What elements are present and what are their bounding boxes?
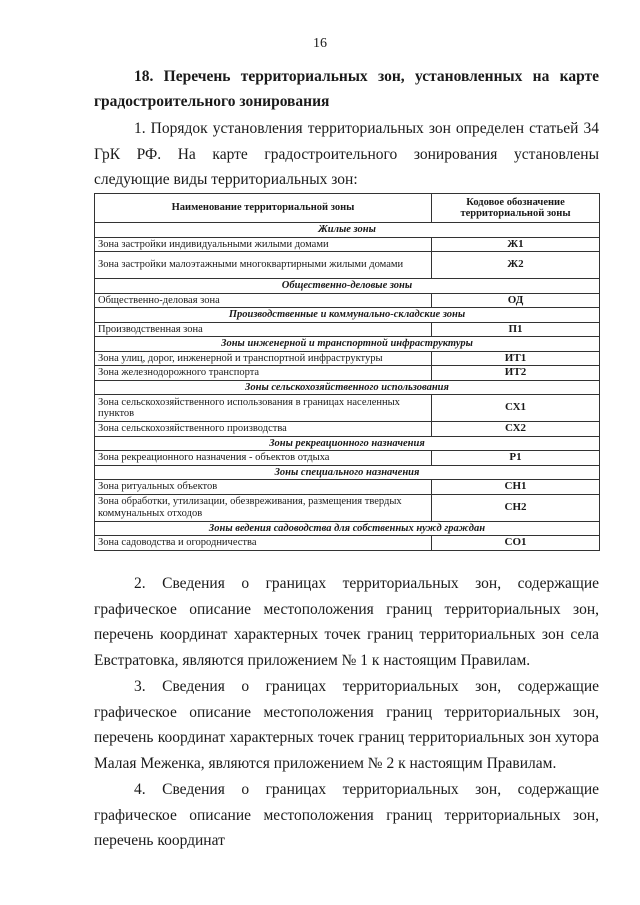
zone-code: ИТ2 <box>432 366 600 381</box>
table-row <box>95 494 600 521</box>
zone-code: П1 <box>432 322 600 337</box>
group-title: Зоны специального назначения <box>95 465 600 480</box>
group-title: Зоны ведения садоводства для собственных нужд граждан <box>95 521 600 536</box>
zone-name: Зона ритуальных объектов <box>95 480 432 495</box>
group-row <box>95 465 600 480</box>
header-zone-name: Наименование территориальной зоны <box>95 194 432 223</box>
table-row <box>95 395 600 422</box>
group-title: Общественно-деловые зоны <box>95 279 600 294</box>
zone-name: Зона рекреационного назначения - объектов отдыха <box>95 451 432 466</box>
zone-code: Ж1 <box>432 237 600 252</box>
zone-name: Зона улиц, дорог, инженерной и транспортной инфраструктуры <box>95 351 432 366</box>
table-row <box>95 480 600 495</box>
group-title: Зоны рекреационного назначения <box>95 436 600 451</box>
group-row <box>95 436 600 451</box>
table-row <box>95 293 600 308</box>
zone-name: Зона сельскохозяйственного использования в границах населенных пунктов <box>95 395 432 422</box>
zone-code: СХ1 <box>432 395 600 422</box>
table-row <box>95 252 600 279</box>
group-row <box>95 279 600 294</box>
page-number: 16 <box>313 36 327 51</box>
group-row <box>95 337 600 352</box>
table-row <box>95 422 600 437</box>
zone-code: Р1 <box>432 451 600 466</box>
header-zone-code: Кодовое обозначение территориальной зоны <box>432 194 600 223</box>
group-title: Зоны сельскохозяйственного использования <box>95 380 600 395</box>
table-row <box>95 536 600 551</box>
zone-code: Ж2 <box>432 252 600 279</box>
table-row <box>95 366 600 381</box>
zones-table <box>94 193 600 551</box>
zone-code: ИТ1 <box>432 351 600 366</box>
zone-code: СН2 <box>432 494 600 521</box>
paragraph-1: 1. Порядок установления территориальных зон определен статьей 34 ГрК РФ. На карте градостроительного зонирования установлены следующие виды территориальных зон: <box>94 120 599 188</box>
group-title: Производственные и коммунально-складские зоны <box>95 308 600 323</box>
zone-code: СО1 <box>432 536 600 551</box>
zone-code: ОД <box>432 293 600 308</box>
zone-name: Общественно-деловая зона <box>95 293 432 308</box>
group-row <box>95 223 600 238</box>
group-row <box>95 521 600 536</box>
section-heading: 18. Перечень территориальных зон, установленных на карте градостроительного зонирования <box>94 68 599 110</box>
zone-name: Зона застройки индивидуальными жилыми домами <box>95 237 432 252</box>
zone-name: Зона садоводства и огородничества <box>95 536 432 551</box>
group-row <box>95 380 600 395</box>
zone-name: Производственная зона <box>95 322 432 337</box>
table-row <box>95 351 600 366</box>
paragraph-3: 3. Сведения о границах территориальных зон, содержащие графическое описание местоположения границ территориальных зон, перечень координат характерных точек границ территориальных зон хутора Малая Меженка, являются приложением № 2 к настоящим Правилам. <box>94 678 599 772</box>
group-row <box>95 308 600 323</box>
table-row <box>95 451 600 466</box>
paragraph-4: 4. Сведения о границах территориальных зон, содержащие графическое описание местоположения границ территориальных зон, перечень координат <box>94 781 599 849</box>
zone-name: Зона железнодорожного транспорта <box>95 366 432 381</box>
zone-name: Зона застройки малоэтажными многоквартирными жилыми домами <box>95 252 432 279</box>
table-row <box>95 322 600 337</box>
table-header-row <box>95 194 600 223</box>
zone-code: СХ2 <box>432 422 600 437</box>
zone-code: СН1 <box>432 480 600 495</box>
group-title: Зоны инженерной и транспортной инфраструктуры <box>95 337 600 352</box>
paragraph-2: 2. Сведения о границах территориальных зон, содержащие графическое описание местоположения границ территориальных зон, перечень координат характерных точек границ территориальных зон села Евстратовка, являются приложением № 1 к настоящим Правилам. <box>94 575 599 669</box>
zone-name: Зона обработки, утилизации, обезвреживания, размещения твердых коммунальных отходов <box>95 494 432 521</box>
table-row <box>95 237 600 252</box>
zone-name: Зона сельскохозяйственного производства <box>95 422 432 437</box>
group-title: Жилые зоны <box>95 223 600 238</box>
